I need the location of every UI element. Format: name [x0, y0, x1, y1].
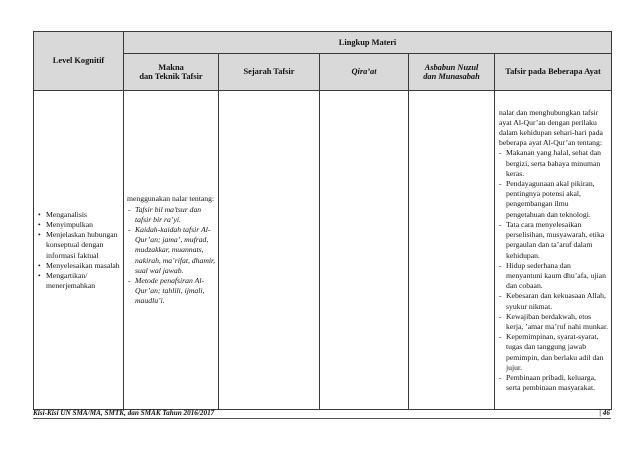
tafsir-item: - Kepemimpinan, syarat-syarat, tugas dan tanggung jawab pemimpin, dan berlaku adil dan jujur. — [498, 332, 608, 373]
makna-item: - Kaidah-kaidah tafsir Al-Qur’an; jama’, mufrad, mudzakkar, muannats, nakirah, ma’rifat, dhamir, sual wal jawab. — [127, 225, 216, 276]
level-item: • Menyimpulkan — [37, 220, 121, 230]
level-item: • Mengartikan/ menerjemahkan — [37, 271, 121, 291]
asbabun-header-line1: Asbabun Nuzul — [424, 62, 479, 72]
tafsir-item: - Makanan yang halal, sehat dan bergizi, serta bahaya minuman keras. — [498, 148, 608, 179]
footer-title: Kisi-Kisi UN SMA/MA, SMTK, dan SMAK Tahun 2016/2017 — [33, 409, 215, 417]
tafsir-list — [495, 148, 611, 393]
makna-item: - Tafsir bil ma’tsur dan tafsir bir ra’yi. — [127, 205, 216, 225]
kisi-table — [33, 31, 612, 410]
tafsir-item: - Pendayagunaan akal pikiran, pentingnya potensi akal, pengembangan ilmu pengetahuan dan teknologi. — [498, 179, 608, 220]
tafsir-item: - Hidup sederhana dan menyantuni kaum dhu’afa, ujian dan cobaan. — [498, 261, 608, 292]
asbabun-header-line2: dan Munasabah — [423, 72, 480, 81]
makna-list — [124, 205, 218, 307]
lingkup-materi-header: Lingkup Materi — [124, 32, 612, 54]
tafsir-ayat-cell — [495, 91, 612, 410]
makna-cell — [124, 91, 219, 410]
footer-divider — [33, 418, 611, 419]
level-kognitif-cell — [34, 91, 124, 410]
level-kognitif-header: Level Kognitif — [34, 32, 124, 91]
sejarah-tafsir-header: Sejarah Tafsir — [219, 54, 320, 91]
tafsir-item: - Kewajiban berdakwah, etos kerja, ’amar ma’ruf nahi munkar. — [498, 312, 608, 332]
level-item: • Menjelaskan hubungan konseptual dengan informasi faktual — [37, 230, 121, 261]
makna-header-line2: dan Teknik Tafsir — [139, 72, 203, 81]
makna-intro: menggunakan nalar tentang: — [127, 194, 215, 204]
asbabun-nuzul-cell — [409, 91, 495, 410]
level-item: • Menyelesaikan masalah — [37, 261, 121, 271]
level-item: • Menganalisis — [37, 210, 121, 220]
page-number: | 46 — [599, 409, 610, 417]
level-list — [34, 210, 123, 292]
tafsir-item: - Tata cara menyelesaikan perselisihan, musyawarah, etika pergaulan dan ta’aruf dalam kehidupan. — [498, 220, 608, 261]
makna-header-line1: Makna — [158, 62, 184, 72]
tafsir-intro: nalar dan menghubungkan tafsir ayat Al-Qur’an dengan perilaku dalam kehidupan sehari-hari pada beberapa ayat Al-Qur’an tentang: — [499, 107, 603, 148]
makna-item: - Metode penafsiran Al-Qur’an; tahlili, ijmali, maudlu’i. — [127, 276, 216, 307]
qiraat-header: Qira’at — [320, 54, 409, 91]
tafsir-ayat-header: Tafsir pada Beberapa Ayat — [495, 54, 612, 91]
asbabun-nuzul-header — [409, 54, 495, 91]
tafsir-item: - Kebesaran dan kekuasaan Allah, syukur nikmat. — [498, 291, 608, 311]
qiraat-cell — [320, 91, 409, 410]
sejarah-tafsir-cell — [219, 91, 320, 410]
tafsir-item: - Pembinaan pribadi, keluarga, serta pembinaan masyarakat. — [498, 373, 608, 393]
makna-header — [124, 54, 219, 91]
